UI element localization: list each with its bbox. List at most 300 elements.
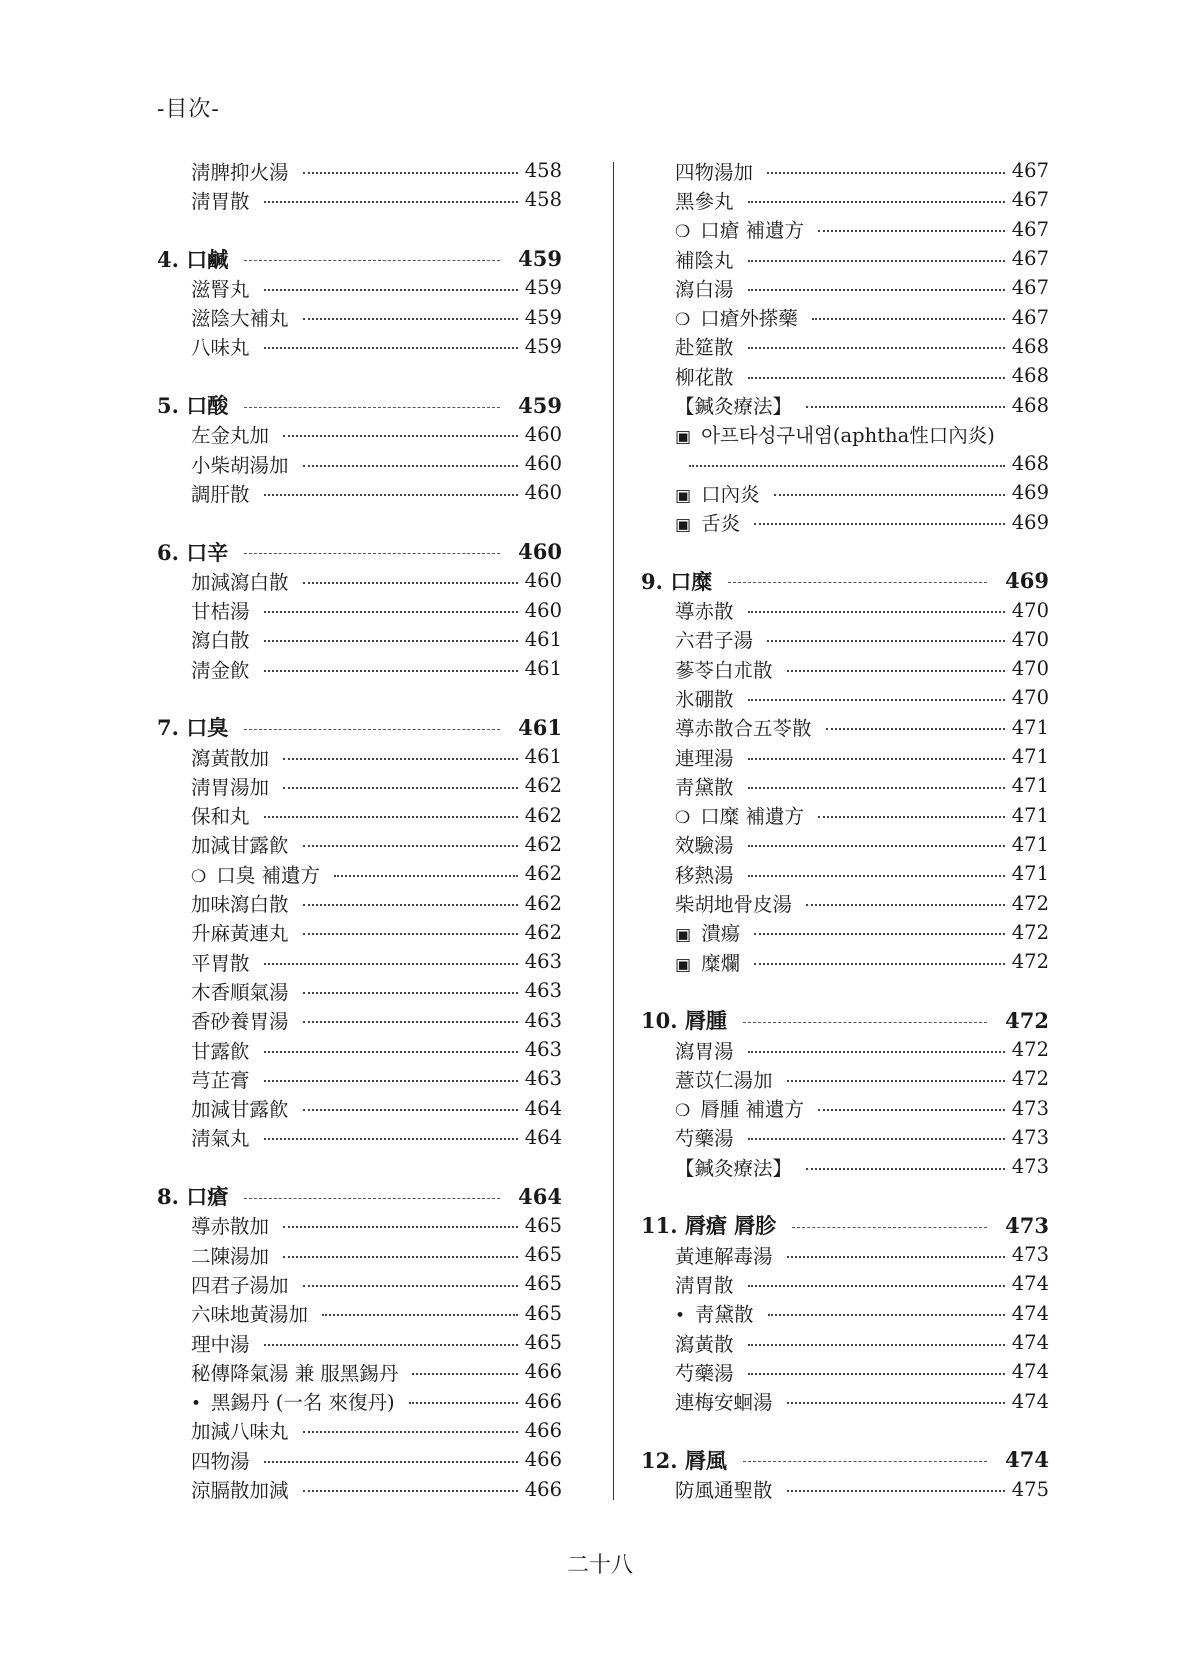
- toc-entry-text: 柳花散: [675, 365, 734, 389]
- dot-leader: [244, 260, 500, 261]
- toc-page-number: 462: [524, 920, 562, 944]
- toc-entry: [157, 1299, 562, 1328]
- toc-entry-text: 黑錫丹 (一名 來復丹): [211, 1391, 395, 1415]
- dot-leader: [264, 494, 518, 496]
- toc-entry-text: 糜爛: [701, 951, 741, 975]
- dot-leader: [264, 670, 518, 672]
- toc-entry-label: [157, 889, 289, 917]
- toc-entry: [641, 1269, 1049, 1298]
- toc-entry-label: [641, 1387, 773, 1415]
- dot-leader: [748, 260, 1005, 262]
- dot-leader: [748, 347, 1005, 349]
- dot-leader: [754, 963, 1005, 965]
- toc-entry: [157, 625, 562, 654]
- toc-entry-label: [641, 625, 753, 653]
- toc-page-number: 459: [518, 246, 562, 272]
- toc-entry-label: [641, 332, 734, 360]
- bullet-mark: ▣: [675, 485, 692, 506]
- toc-entry-text: 導赤散: [675, 600, 734, 624]
- toc-entry-label: [641, 1329, 734, 1357]
- toc-entry-label: [641, 1475, 773, 1503]
- toc-entry-text: 導赤散合五苓散: [675, 717, 812, 741]
- toc-entry: [641, 1386, 1049, 1415]
- toc-page-number: 474: [1011, 1389, 1049, 1413]
- toc-page-number: 466: [524, 1418, 562, 1442]
- toc-entry-text: 【鍼灸療法】: [675, 1156, 793, 1180]
- dot-leader: [264, 347, 518, 349]
- toc-entry-text: 補陰丸: [675, 248, 734, 272]
- toc-entry-label: [157, 1211, 269, 1239]
- dot-leader: [264, 963, 518, 965]
- toc-entry-text: 4. 口鹹: [157, 246, 229, 272]
- toc-entry: [157, 156, 562, 185]
- toc-entry: [641, 1123, 1049, 1152]
- toc-entry-label: [641, 1358, 734, 1386]
- toc-page-number: 468: [1011, 452, 1049, 476]
- toc-entry: [641, 361, 1049, 390]
- toc-entry: [157, 1240, 562, 1269]
- toc-entry: [157, 654, 562, 683]
- toc-entry-label: [157, 479, 250, 507]
- dot-leader: [283, 787, 518, 789]
- toc-page-number: 474: [1011, 1301, 1049, 1325]
- toc-entry-text: 保和丸: [191, 805, 250, 829]
- toc-entry-label: [157, 1123, 250, 1151]
- dot-leader: [283, 1226, 518, 1228]
- toc-page-number: 473: [1005, 1212, 1049, 1238]
- toc-section-heading: [641, 1445, 1049, 1474]
- dot-leader: [303, 1431, 518, 1433]
- dot-leader: [748, 201, 1005, 203]
- toc-entry-text: 導赤散加: [191, 1215, 270, 1239]
- toc-entry: [641, 830, 1049, 859]
- toc-entry-label: [157, 1006, 289, 1034]
- toc-page-number: 458: [524, 159, 562, 183]
- toc-entry-text: 芍藥湯: [675, 1361, 734, 1385]
- toc-entry: [157, 888, 562, 917]
- toc-entry: [641, 185, 1049, 214]
- toc-entry-text: 氷硼散: [675, 687, 734, 711]
- dot-leader: [303, 1021, 518, 1023]
- toc-page-number: 473: [1011, 1243, 1049, 1267]
- dot-leader: [748, 787, 1005, 789]
- toc-page-number: 462: [524, 832, 562, 856]
- dot-leader: [748, 1344, 1005, 1346]
- toc-page-number: 472: [1011, 1067, 1049, 1091]
- toc-page-number: 470: [1011, 627, 1049, 651]
- toc-entry-label: [641, 948, 740, 976]
- toc-page-number: 469: [1005, 568, 1049, 594]
- toc-entry-text: 四物湯: [191, 1449, 250, 1473]
- toc-page-number: 475: [1011, 1477, 1049, 1501]
- toc-entry: [641, 625, 1049, 654]
- dot-leader: [754, 933, 1005, 935]
- toc-entry-label: [641, 274, 734, 302]
- toc-entry-label: [157, 332, 250, 360]
- dot-leader: [244, 553, 500, 554]
- toc-entry: [641, 302, 1049, 331]
- toc-entry: [641, 1328, 1049, 1357]
- dot-leader: [754, 523, 1005, 525]
- toc-page-number: 468: [1011, 393, 1049, 417]
- bullet-mark: ▣: [675, 427, 692, 448]
- dot-leader: [264, 1138, 518, 1140]
- toc-page-number: 470: [1011, 657, 1049, 681]
- toc-page-number: 460: [524, 452, 562, 476]
- toc-entry-text: 柴胡地骨皮湯: [675, 893, 793, 917]
- toc-entry: [157, 332, 562, 361]
- dot-leader: [806, 406, 1005, 408]
- toc-entry-label: [641, 1036, 734, 1064]
- toc-entry-label: [641, 655, 773, 683]
- toc-entry-text: 連理湯: [675, 746, 734, 770]
- bullet-mark: ❍: [675, 310, 691, 331]
- toc-entry: [641, 859, 1049, 888]
- toc-entry-label: [641, 596, 734, 624]
- dot-leader: [818, 816, 1005, 818]
- toc-page-number: 470: [1011, 686, 1049, 710]
- dot-leader: [264, 1344, 518, 1346]
- toc-entry: [157, 420, 562, 449]
- toc-entry-text: 六君子湯: [675, 629, 754, 653]
- dot-leader: [748, 377, 1005, 379]
- spacer: [641, 976, 1049, 1005]
- toc-entry-text: 5. 口酸: [157, 393, 229, 419]
- toc-entry-label: [157, 918, 289, 946]
- toc-entry-label: [157, 772, 269, 800]
- toc-page-number: 459: [524, 276, 562, 300]
- toc-entry-label: [157, 390, 228, 420]
- toc-entry-text: 淸脾抑火湯: [191, 160, 289, 184]
- toc-entry-text: 淸胃散: [675, 1273, 734, 1297]
- toc-page-number: 467: [1011, 305, 1049, 329]
- toc-page-number: 474: [1011, 1272, 1049, 1296]
- toc-entry: [641, 947, 1049, 976]
- toc-entry-text: 靑黛散: [675, 775, 734, 799]
- toc-entry-text: 升麻黃連丸: [191, 922, 289, 946]
- bullet-mark: ▣: [675, 925, 692, 946]
- toc-page-number: 461: [524, 657, 562, 681]
- dot-leader: [806, 904, 1005, 906]
- toc-entry-text: 【鍼灸療法】: [675, 395, 793, 419]
- page-number-footer: 二十八: [566, 1553, 633, 1578]
- toc-entry-label: [157, 1299, 308, 1327]
- toc-entry-text: 加減瀉白散: [191, 570, 289, 594]
- toc-entry: [641, 771, 1049, 800]
- dot-leader: [787, 1490, 1005, 1492]
- spacer: [157, 508, 562, 537]
- toc-page-number: 465: [524, 1272, 562, 1296]
- toc-entry: [157, 1269, 562, 1298]
- toc-entry-text: 加減甘露飮: [191, 834, 289, 858]
- toc-page-number: 462: [524, 774, 562, 798]
- dot-leader: [244, 729, 500, 730]
- toc-entry-label: [641, 1094, 804, 1122]
- toc-entry-text: 口臭 補遺方: [216, 863, 320, 887]
- dot-leader: [728, 582, 987, 583]
- toc-entry: [157, 918, 562, 947]
- toc-entry-label: [157, 244, 228, 274]
- toc-entry: [157, 947, 562, 976]
- toc-entry-text: 蔘苓白朮散: [675, 658, 773, 682]
- dot-leader: [303, 318, 518, 320]
- toc-entry-label: [157, 1036, 250, 1064]
- toc-page-number: 463: [524, 950, 562, 974]
- toc-right-column: [641, 156, 1049, 1504]
- dot-leader: [334, 875, 518, 877]
- toc-entry-text: 淸金飮: [191, 658, 250, 682]
- toc-page-number: 460: [518, 539, 562, 564]
- toc-page-number: 466: [524, 1360, 562, 1384]
- bullet-mark: ▣: [675, 515, 692, 536]
- toc-page-number: 463: [524, 1067, 562, 1091]
- toc-entry-label: [157, 1475, 289, 1503]
- dot-leader: [748, 1138, 1005, 1140]
- toc-page-number: 467: [1011, 247, 1049, 271]
- toc-entry-text: 滋陰大補丸: [191, 307, 289, 331]
- toc-entry-text: 6. 口辛: [157, 539, 229, 565]
- toc-entry-label: [641, 1270, 734, 1298]
- toc-entry-label: [157, 977, 289, 1005]
- toc-entry-label: [157, 1446, 250, 1474]
- toc-page-number: 471: [1011, 862, 1049, 886]
- toc-entry-label: [641, 420, 995, 448]
- toc-entry-label: [157, 1270, 289, 1298]
- toc-entry: [157, 273, 562, 302]
- toc-page-number: 464: [524, 1125, 562, 1149]
- dot-leader: [748, 1051, 1005, 1053]
- toc-entry-text: 黃連解毒湯: [675, 1244, 773, 1268]
- toc-page-number: 473: [1011, 1096, 1049, 1120]
- toc-entry: [641, 156, 1049, 185]
- toc-entry-label: [641, 889, 792, 917]
- toc-page-number: 474: [1011, 1331, 1049, 1355]
- bullet-mark: •: [191, 1394, 202, 1415]
- toc-entry: [641, 449, 1049, 478]
- toc-entry-label: [641, 743, 734, 771]
- toc-entry-label: [641, 830, 734, 858]
- dot-leader: [264, 640, 518, 642]
- dot-leader: [322, 1314, 518, 1316]
- dot-leader: [264, 1461, 518, 1463]
- dot-leader: [787, 670, 1005, 672]
- toc-page-number: 471: [1011, 832, 1049, 856]
- toc-entry-label: [641, 1241, 773, 1269]
- bullet-mark: •: [675, 1306, 686, 1327]
- dot-leader: [689, 465, 1005, 467]
- dot-leader: [244, 407, 500, 408]
- toc-entry-text: 木香順氣湯: [191, 980, 289, 1004]
- toc-entry-text: 防風通聖散: [675, 1479, 773, 1502]
- toc-entry-label: [157, 655, 250, 683]
- dot-leader: [303, 172, 518, 174]
- toc-entry: [641, 273, 1049, 302]
- toc-page-number: 466: [524, 1477, 562, 1501]
- toc-entry: [157, 566, 562, 595]
- toc-entry-label: [157, 274, 250, 302]
- toc-section-heading: [157, 244, 562, 273]
- toc-entry-text: 7. 口臭: [157, 715, 229, 741]
- toc-entry-label: [157, 1329, 250, 1357]
- toc-entry-text: 淸胃散: [191, 189, 250, 213]
- toc-entry-text: 11. 脣瘡 脣胗: [641, 1213, 777, 1239]
- dot-leader: [768, 1314, 1005, 1316]
- toc-entry-text: 靑黛散: [695, 1303, 754, 1327]
- spacer: [157, 683, 562, 712]
- dot-leader: [748, 699, 1005, 701]
- spacer: [157, 1152, 562, 1181]
- dot-leader: [303, 1285, 518, 1287]
- toc-entry-text: 香砂養胃湯: [191, 1010, 289, 1034]
- toc-entry-text: 瀉黃散加: [191, 746, 270, 770]
- dot-leader: [774, 494, 1005, 496]
- toc-page-number: 473: [1011, 1155, 1049, 1179]
- toc-page-number: 463: [524, 1038, 562, 1062]
- toc-entry-label: [641, 1123, 734, 1151]
- toc-entry-text: 加減八味丸: [191, 1420, 289, 1444]
- toc-entry-label: [641, 303, 798, 331]
- dot-leader: [748, 1373, 1005, 1375]
- toc-entry-label: [641, 479, 760, 507]
- toc-entry: [641, 1240, 1049, 1269]
- toc-entry-label: [641, 1065, 773, 1093]
- toc-entry-text: 加減甘露飮: [191, 1098, 289, 1122]
- toc-entry-label: [157, 1094, 289, 1122]
- toc-section-heading: [641, 1211, 1049, 1240]
- dot-leader: [748, 845, 1005, 847]
- toc-page-number: 467: [1011, 217, 1049, 241]
- toc-page-number: 472: [1011, 950, 1049, 974]
- bullet-mark: ❍: [675, 222, 691, 243]
- dot-leader: [264, 289, 518, 291]
- toc-entry-text: 口瘡 補遺方: [700, 219, 804, 243]
- toc-entry: [157, 742, 562, 771]
- toc-entry-label: [157, 830, 289, 858]
- dot-leader: [303, 465, 518, 467]
- toc-entry: [641, 1299, 1049, 1328]
- toc-entry: [157, 1064, 562, 1093]
- toc-entry-label: [641, 684, 734, 712]
- dot-leader: [409, 1402, 518, 1404]
- toc-entry-label: [157, 743, 269, 771]
- toc-entry-label: [641, 245, 734, 273]
- toc-entry: [641, 713, 1049, 742]
- toc-section-heading: [641, 1006, 1049, 1035]
- toc-entry: [157, 302, 562, 331]
- toc-page-number: 472: [1011, 920, 1049, 944]
- toc-entry: [157, 830, 562, 859]
- toc-entry: [157, 1474, 562, 1503]
- toc-entry-text: 아프타성구내염(aphtha性口內炎): [701, 424, 995, 448]
- toc-page-number: 461: [524, 745, 562, 769]
- toc-entry: [157, 1357, 562, 1386]
- toc-entry-label: [641, 566, 712, 596]
- toc-entry-label: [641, 1445, 727, 1475]
- toc-section-heading: [157, 1181, 562, 1210]
- toc-page-number: 458: [524, 188, 562, 212]
- toc-entry: [641, 1357, 1049, 1386]
- toc-entry-text: 脣腫 補遺方: [700, 1098, 804, 1122]
- dot-leader: [283, 1256, 518, 1258]
- toc-entry-label: [157, 157, 289, 185]
- toc-page-number: 472: [1011, 1038, 1049, 1062]
- dot-leader: [244, 1198, 500, 1199]
- toc-page-number: 462: [524, 862, 562, 886]
- toc-entry: [157, 771, 562, 800]
- toc-entry-text: 瀉白散: [191, 629, 250, 653]
- toc-entry-text: 四物湯加: [675, 160, 754, 184]
- dot-leader: [303, 933, 518, 935]
- toc-entry: [641, 420, 1049, 449]
- toc-page-number: 462: [524, 803, 562, 827]
- toc-entry: [641, 918, 1049, 947]
- toc-entry-text: 12. 脣風: [641, 1447, 727, 1473]
- toc-entry: [641, 1094, 1049, 1123]
- toc-entry: [157, 449, 562, 478]
- toc-entry-text: 瀉胃湯: [675, 1039, 734, 1063]
- toc-entry: [157, 801, 562, 830]
- toc-page-number: 462: [524, 891, 562, 915]
- toc-page-number: 465: [524, 1213, 562, 1237]
- toc-entry-label: [157, 1358, 398, 1386]
- toc-entry-label: [157, 537, 228, 567]
- dot-leader: [767, 640, 1005, 642]
- toc-entry-text: 加味瀉白散: [191, 893, 289, 917]
- toc-page-number: 465: [524, 1243, 562, 1267]
- toc-entry-text: 甘露飮: [191, 1039, 250, 1063]
- toc-page-number: 464: [524, 1096, 562, 1120]
- dot-leader: [767, 172, 1005, 174]
- dot-leader: [303, 1109, 518, 1111]
- toc-entry-label: [157, 712, 228, 742]
- toc-page-number: 465: [524, 1301, 562, 1325]
- toc-page-number: 461: [524, 627, 562, 651]
- toc-entry: [641, 1474, 1049, 1503]
- toc-page-number: 467: [1011, 276, 1049, 300]
- bullet-mark: ▣: [675, 954, 692, 975]
- dot-leader: [826, 728, 1005, 730]
- dot-leader: [264, 1080, 518, 1082]
- toc-entry: [157, 595, 562, 624]
- toc-page-number: 471: [1011, 774, 1049, 798]
- spacer: [157, 215, 562, 244]
- toc-entry-text: 滋腎丸: [191, 277, 250, 301]
- toc-entry-label: [641, 772, 734, 800]
- toc-entry: [157, 976, 562, 1005]
- dot-leader: [412, 1373, 518, 1375]
- toc-entry: [157, 1006, 562, 1035]
- toc-entry-text: 六味地黃湯加: [191, 1303, 309, 1327]
- dot-leader: [748, 611, 1005, 613]
- toc-entry-label: [641, 508, 740, 536]
- toc-entry-text: 10. 脣腫: [641, 1008, 727, 1034]
- toc-entry-label: [157, 303, 289, 331]
- toc-entry-label: [641, 1005, 727, 1035]
- toc-entry-text: 舌炎: [701, 512, 741, 536]
- dot-leader: [264, 201, 518, 203]
- toc-entry: [157, 1211, 562, 1240]
- toc-entry-text: 口內炎: [701, 482, 760, 506]
- dot-leader: [748, 289, 1005, 291]
- dot-leader: [264, 611, 518, 613]
- toc-page-number: 468: [1011, 364, 1049, 388]
- toc-page-number: 471: [1011, 803, 1049, 827]
- toc-entry-label: [641, 362, 734, 390]
- toc-page-number: 472: [1011, 891, 1049, 915]
- toc-entry-text: 淸氣丸: [191, 1127, 250, 1151]
- toc-page-number: 468: [1011, 334, 1049, 358]
- toc-entry-label: [157, 1065, 250, 1093]
